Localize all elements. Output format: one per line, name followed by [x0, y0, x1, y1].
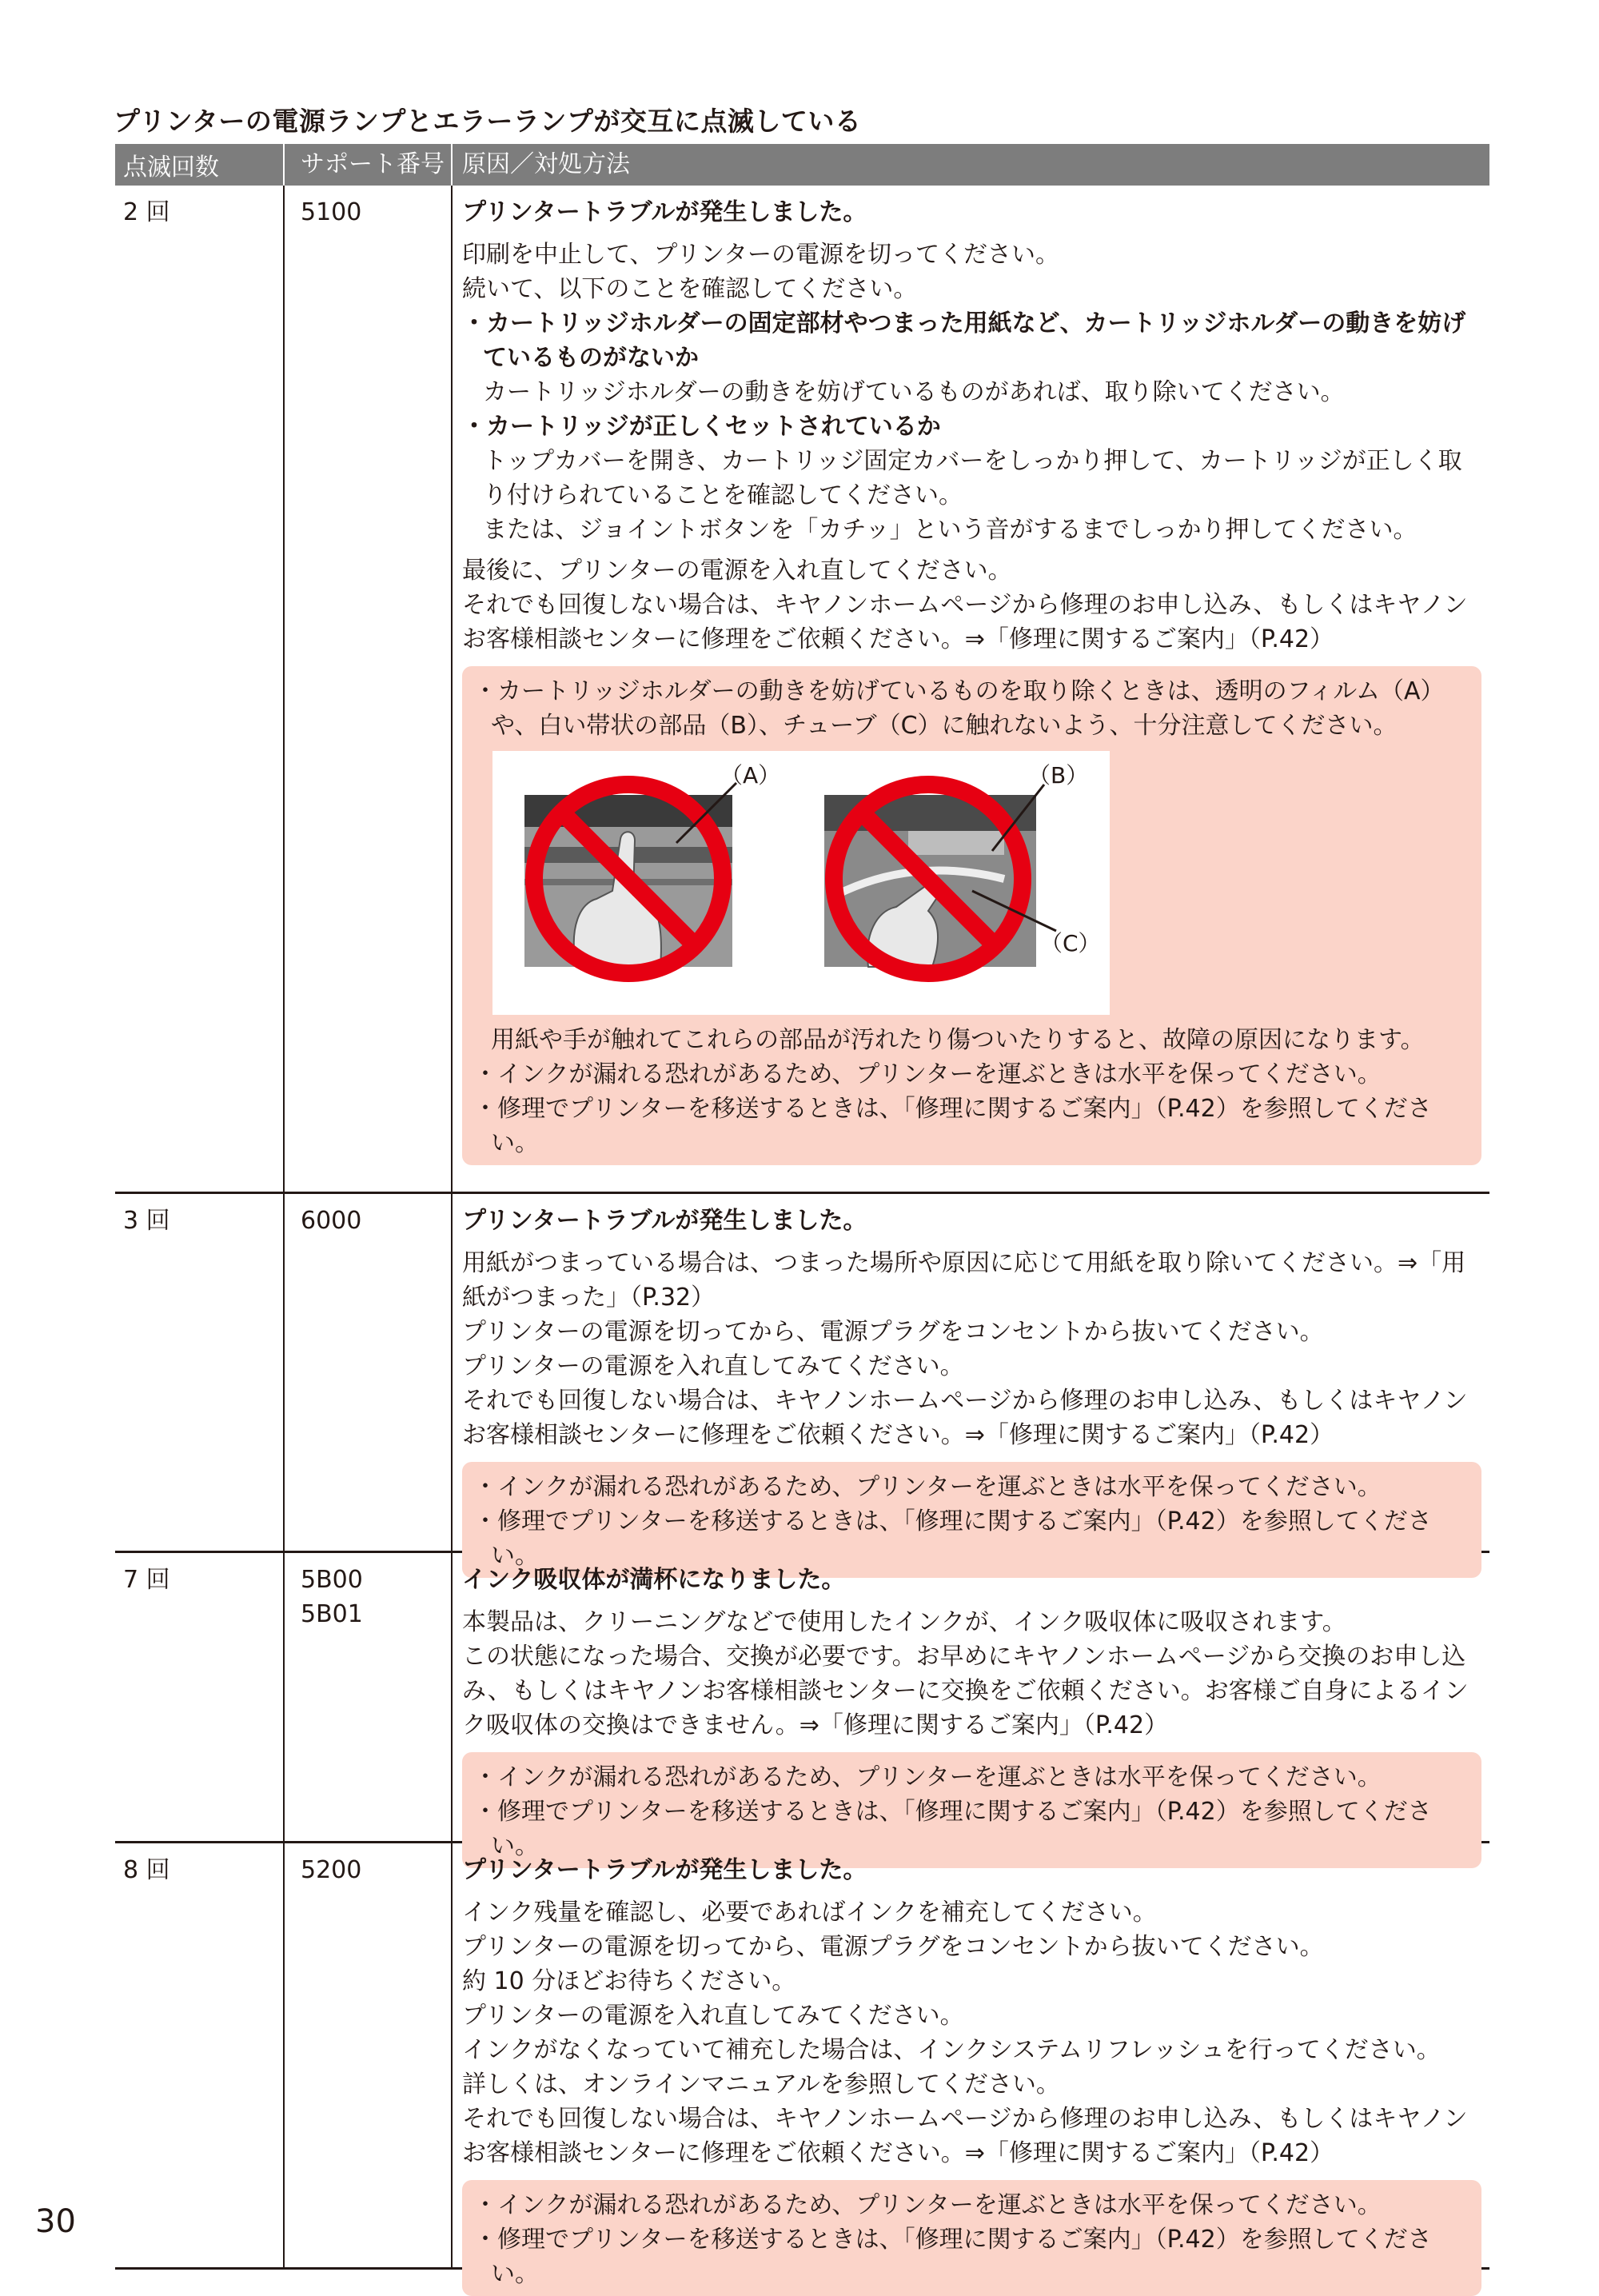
text-line: 約 10 分ほどお待ちください。 [462, 1967, 796, 1995]
support-code-cell [283, 1553, 451, 1841]
text-line: 印刷を中止して、プリンターの電源を切ってください。 [462, 241, 1059, 269]
label-a: （A） [720, 762, 781, 789]
table-row [115, 1194, 1489, 1570]
text-line: プリンターの電源を切ってから、電源プラグをコンセントから抜いてください。 [462, 1318, 1324, 1346]
text-line: プリンターの電源を入れ直してみてください。 [462, 1352, 964, 1380]
error-table [115, 144, 1489, 2288]
no-touch-belt-tube-icon [824, 785, 1056, 973]
text-line: それでも回復しない場合は、キヤノンホームページから修理のお申し込み、もしくはキヤノンお客様相談センターに修理をご依頼ください。⇒「修理に関するご案内」（P.42） [462, 2105, 1468, 2167]
cause-action-cell [451, 1843, 1489, 2288]
text-line: 詳しくは、オンラインマニュアルを参照してください。 [462, 2070, 1060, 2098]
label-b: （B） [1028, 762, 1089, 789]
table-row [115, 1843, 1489, 2288]
check-item-body: トップカバーを開き、カートリッジ固定カバーをしっかり押して、カートリッジが正しく取り付けられていることを確認してください。 [483, 447, 1462, 509]
text-line: それでも回復しない場合は、キヤノンホームページから修理のお申し込み、もしくはキヤノンお客様相談センターに修理をご依頼ください。⇒「修理に関するご案内」（P.42） [462, 1387, 1468, 1449]
note-item: ・修理でプリンターを移送するときは、「修理に関するご案内」（P.42）を参照してください。 [473, 1095, 1432, 1157]
support-code: 5100 [283, 186, 451, 1192]
note-item: ・カートリッジホルダーの動きを妨げているものを取り除くときは、透明のフィルム（A）や、白い帯状の部品（B）、チューブ（C）に触れないよう、十分注意してください。 [473, 677, 1445, 740]
check-item-body: カートリッジホルダーの動きを妨げているものがあれば、取り除いてください。 [483, 378, 1345, 406]
note-item: ・インクが漏れる恐れがあるため、プリンターを運ぶときは水平を保ってください。 [473, 1473, 1382, 1501]
check-item-title: ・カートリッジが正しくセットされているか [462, 413, 941, 441]
cause-title: プリンタートラブルが発生しました。 [462, 198, 867, 226]
label-c: （C） [1040, 930, 1101, 956]
blink-count: 2 回 [123, 198, 170, 226]
note-item: ・修理でプリンターを移送するときは、「修理に関するご案内」（P.42）を参照してください。 [473, 2226, 1432, 2288]
check-item-body: または、ジョイントボタンを「カチッ」という音がするまでしっかり押してください。 [483, 516, 1418, 544]
blink-count: 3 回 [123, 1207, 170, 1235]
note-item: ・インクが漏れる恐れがあるため、プリンターを運ぶときは水平を保ってください。 [473, 1060, 1382, 1088]
cause-action-cell [451, 1194, 1489, 1570]
cause-title: プリンタートラブルが発生しました。 [462, 1207, 867, 1235]
support-code: 5B01 [301, 1600, 363, 1628]
prohibition-illustration [492, 751, 1110, 1015]
header-support-code: サポート番号 [283, 144, 451, 186]
no-touch-film-icon [524, 783, 736, 973]
cause-title: インク吸収体が満杯になりました。 [462, 1566, 846, 1594]
table-header [115, 144, 1489, 186]
note-item: ・インクが漏れる恐れがあるため、プリンターを運ぶときは水平を保ってください。 [473, 1763, 1382, 1791]
note-item: 用紙や手が触れてこれらの部品が汚れたり傷ついたりすると、故障の原因になります。 [491, 1026, 1425, 1054]
text-line: プリンターの電源を切ってから、電源プラグをコンセントから抜いてください。 [462, 1933, 1324, 1961]
text-line: 最後に、プリンターの電源を入れ直してください。 [462, 557, 1012, 585]
blink-count: 7 回 [123, 1566, 170, 1594]
support-code: 5B00 [301, 1566, 363, 1594]
cause-title: プリンタートラブルが発生しました。 [462, 1856, 867, 1884]
support-code: 6000 [283, 1194, 451, 1551]
cause-action-cell [451, 186, 1489, 1192]
page-number: 30 [35, 2203, 76, 2240]
cause-action-cell [451, 1553, 1489, 1860]
text-line: この状態になった場合、交換が必要です。お早めにキヤノンホームページから交換のお申し込み、もしくはキヤノンお客様相談センターに交換をご依頼ください。お客様ご自身によるインク吸収体の交換はできません。⇒「修理に関するご案内」（P.42） [462, 1643, 1469, 1739]
header-cause-action: 原因／対処方法 [451, 144, 1489, 186]
text-line: インク残量を確認し、必要であればインクを補充してください。 [462, 1899, 1157, 1927]
table-row [115, 186, 1489, 1194]
header-blink-count: 点滅回数 [123, 154, 219, 182]
text-line: プリンターの電源を入れ直してみてください。 [462, 2002, 964, 2030]
prohibition-figure [492, 751, 1110, 1015]
note-item: ・インクが漏れる恐れがあるため、プリンターを運ぶときは水平を保ってください。 [473, 2191, 1382, 2219]
text-line: それでも回復しない場合は、キヤノンホームページから修理のお申し込み、もしくはキヤノンお客様相談センターに修理をご依頼ください。⇒「修理に関するご案内」（P.42） [462, 591, 1468, 653]
note-item: ・修理でプリンターを移送するときは、「修理に関するご案内」（P.42）を参照してください。 [473, 1507, 1432, 1570]
note-item: ・修理でプリンターを移送するときは、「修理に関するご案内」（P.42）を参照してください。 [473, 1798, 1432, 1860]
page-title: プリンターの電源ランプとエラーランプが交互に点滅している [114, 106, 862, 137]
caution-note [462, 2180, 1481, 2296]
caution-note [462, 666, 1481, 1165]
support-code: 5200 [283, 1843, 451, 2267]
check-item-title: ・カートリッジホルダーの固定部材やつまった用紙など、カートリッジホルダーの動きを妨げているものがないか [462, 309, 1466, 372]
text-line: 用紙がつまっている場合は、つまった場所や原因に応じて用紙を取り除いてください。⇒「用紙がつまった」（P.32） [462, 1249, 1466, 1312]
text-line: 本製品は、クリーニングなどで使用したインクが、インク吸収体に吸収されます。 [462, 1608, 1346, 1636]
text-line: 続いて、以下のことを確認してください。 [462, 275, 918, 303]
blink-count: 8 回 [123, 1856, 170, 1884]
table-row [115, 1553, 1489, 1860]
text-line: インクがなくなっていて補充した場合は、インクシステムリフレッシュを行ってください。 [462, 2036, 1441, 2064]
